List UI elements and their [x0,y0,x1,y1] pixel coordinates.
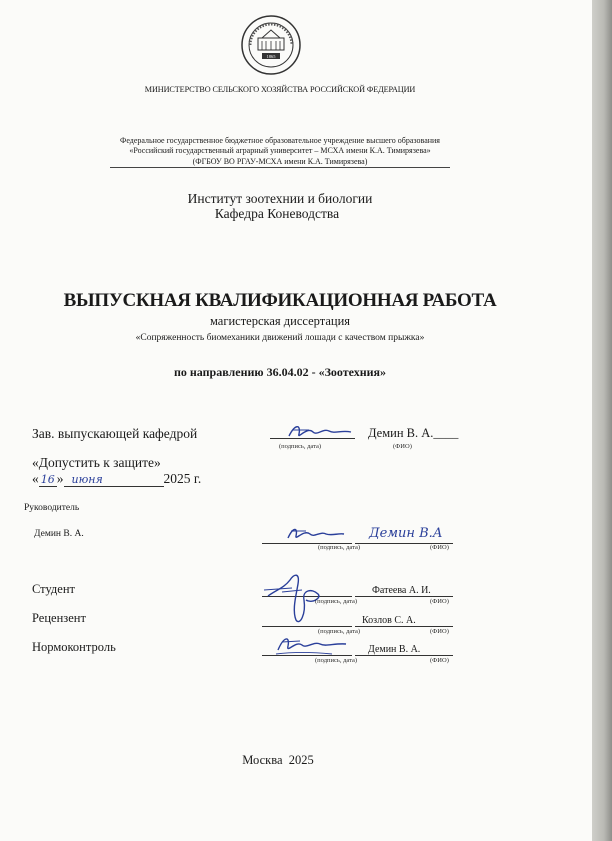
admission-year: 2025 г. [163,471,202,486]
signature-caption: (подпись, дата) [279,443,322,450]
supervisor-name: Демин В. А. [34,529,84,539]
fio-caption: (ФИО) [430,544,449,551]
quote-close: » [56,471,64,486]
fio-line [355,626,453,627]
head-of-department-name: Демин В. А.____ [368,426,459,440]
student-label: Студент [32,582,75,596]
supervisor-handwritten-name: Демин В.А [369,526,443,541]
university-emblem-icon [240,14,302,76]
student-name: Фатеева А. И. [372,585,431,596]
signature-icon [272,632,350,658]
fio-caption: (ФИО) [430,657,449,664]
signature-caption: (подпись, дата) [315,657,358,664]
work-direction: по направлению 36.04.02 - «Зоотехния» [173,365,387,379]
supervisor-label: Руководитель [24,503,80,513]
university-type: Федеральное государственное бюджетное образовательное учреждение высшего образования [120,136,440,145]
signature-icon [284,524,346,544]
signature-line [262,626,352,627]
university-logo [240,14,302,76]
institute-name: Институт зоотехнии и биологии [187,191,373,206]
fio-caption: (ФИО) [393,443,412,450]
department-name: Кафедра Коневодства [214,206,340,221]
signature-caption: (подпись, дата) [318,628,361,635]
signature-icon [285,422,355,442]
university-abbrev: (ФГБОУ ВО РГАУ-МСХА имени К.А. Тимирязева) [192,157,368,166]
admission-month: июня [64,473,164,487]
fio-line [355,596,453,597]
normcontrol-label: Нормоконтроль [32,640,116,654]
reviewer-label: Рецензент [32,611,86,625]
head-of-department-label: Зав. выпускающей кафедрой [32,426,198,441]
admission-date [32,471,201,487]
university-name: «Российский государственный аграрный университет – МСХА имени К.А. Тимирязева» [129,146,431,155]
normcontrol-name: Демин В. А. [368,644,421,655]
svg-text:1865: 1865 [266,54,276,59]
work-title: ВЫПУСКНАЯ КВАЛИФИКАЦИОННАЯ РАБОТА [63,290,497,311]
city-year: Москва 2025 [242,753,314,767]
work-type: магистерская диссертация [209,314,351,328]
admission-day: 16 [40,473,55,486]
fio-line [355,655,453,656]
quote-open: « [32,471,39,486]
fio-caption: (ФИО) [430,628,449,635]
admission-label: «Допустить к защите» [32,455,161,470]
signature-caption: (подпись, дата) [315,598,358,605]
reviewer-name: Козлов С. А. [362,615,416,626]
ministry-name: МИНИСТЕРСТВО СЕЛЬСКОГО ХОЗЯЙСТВА РОССИЙСКОЙ ФЕДЕРАЦИИ [144,85,416,94]
scan-edge [592,0,612,841]
signature-caption: (подпись, дата) [318,544,361,551]
fio-caption: (ФИО) [430,598,449,605]
divider [110,167,450,168]
work-theme: «Сопряженность биомеханики движений лошади с качеством прыжка» [135,333,425,343]
